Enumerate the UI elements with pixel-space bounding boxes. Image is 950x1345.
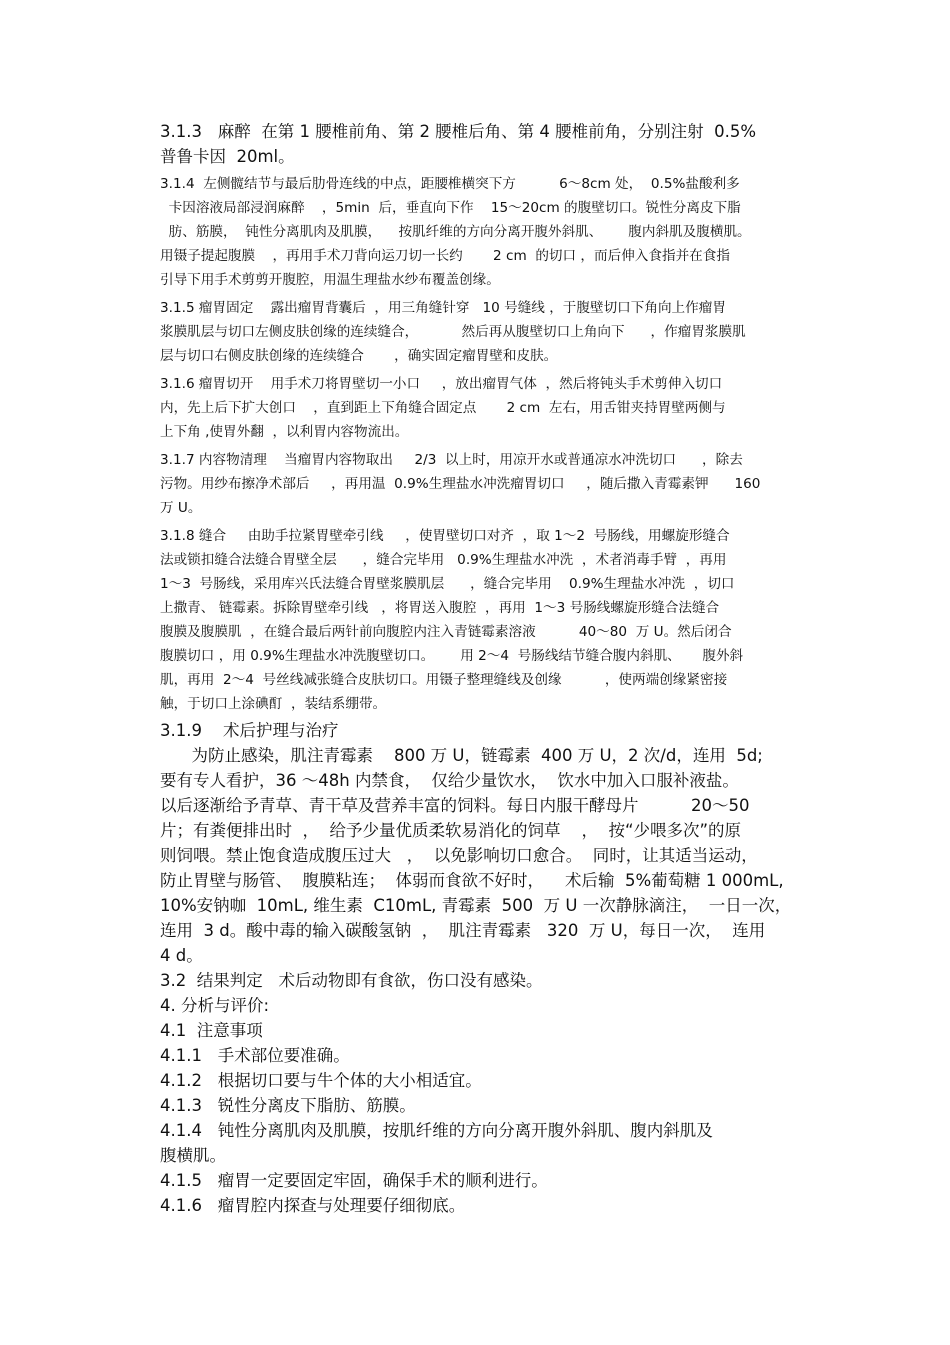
text-line: 10%安钠咖 10mL, 维生素 C10mL, 青霉素 500 万 U 一次静脉滴注， 一日一次， [160,896,792,915]
text-line: 4. 分析与评价: [160,996,270,1015]
text-line: 浆膜肌层与切口左侧皮肤创缘的连续缝合， 然后再从腹壁切口上角向下 ，作瘤胃浆膜肌 [160,324,746,340]
text-line: 要有专人看护，36 ～48h 内禁食， 仅给少量饮水， 饮水中加入口服补液盐。 [160,771,739,790]
text-line: 4 d。 [160,946,203,965]
text-line: 肌，再用 2～4 号丝线减张缝合皮肤切口。用镊子整理缝线及创缘 ，使两端创缘紧密接 [160,672,728,688]
text-line: 腹横肌。 [160,1146,226,1165]
text-line: 3.1.7 内容物清理 当瘤胃内容物取出 2/3 以上时，用凉开水或普通凉水冲洗切口 ，除去 [160,452,743,468]
text-line: 内，先上后下扩大创口 ，直到距上下角缝合固定点 2 cm 左右，用舌钳夹持胃壁两侧与 [160,400,726,416]
text-line: 4.1.1 手术部位要准确。 [160,1046,350,1065]
text-line: 上下角 ,使胃外翻 ，以利胃内容物流出。 [160,424,409,440]
text-line: 则饲喂。禁止饱食造成腹压过大 ， 以免影响切口愈合。 同时，让其适当运动， [160,846,758,865]
text-line: 3.1.3 麻醉 在第 1 腰椎前角、第 2 腰椎后角、第 4 腰椎前角，分别注射 0.5% [160,122,757,141]
text-line: 3.1.5 瘤胃固定 露出瘤胃背囊后 ，用三角缝针穿 10 号缝线 ，于腹壁切口下角向上作瘤胃 [160,300,726,316]
text-line: 1～3 号肠线，采用库兴氏法缝合胃壁浆膜肌层 ，缝合完毕用 0.9%生理盐水冲洗 ，切口 [160,576,735,592]
text-line: 防止胃壁与肠管、 腹膜粘连； 体弱而食欲不好时， 术后输 5%葡萄糖 1 000mL, [160,871,784,890]
text-line: 用镊子提起腹膜 ，再用手术刀背向运刀切一长约 2 cm 的切口 ，而后伸入食指并在食指 [160,248,730,264]
text-line: 3.1.6 瘤胃切开 用手术刀将胃壁切一小口 ，放出瘤胃气体 ，然后将钝头手术剪伸入切口 [160,376,723,392]
text-line: 肪、筋膜， 钝性分离肌肉及肌膜， 按肌纤维的方向分离开腹外斜肌、 腹内斜肌及腹横肌。 [160,224,751,240]
text-line: 4.1.6 瘤胃腔内探查与处理要仔细彻底。 [160,1196,466,1215]
text-line: 4.1 注意事项 [160,1021,263,1040]
text-line: 引导下用手术剪剪开腹腔，用温生理盐水纱布覆盖创缘。 [160,272,500,288]
text-line: 3.1.4 左侧髋结节与最后肋骨连线的中点，距腰椎横突下方 6～8cm 处， 0.5%盐酸利多 [160,176,740,192]
text-line: 腹膜及腹膜肌 ，在缝合最后两针前向腹腔内注入青链霉素溶液 40～80 万 U。然后闭合 [160,624,732,640]
text-line: 4.1.3 锐性分离皮下脂肪、筋膜。 [160,1096,416,1115]
text-line: 触，于切口上涂碘酊 ，装结系绷带。 [160,696,387,712]
text-line: 3.1.9 术后护理与治疗 [160,721,339,740]
text-line: 4.1.2 根据切口要与牛个体的大小相适宜。 [160,1071,482,1090]
text-line: 污物。用纱布擦净术部后 ，再用温 0.9%生理盐水冲洗瘤胃切口 ，随后撒入青霉素钾 160 [160,476,761,492]
text-line: 为防止感染，肌注青霉素 800 万 U，链霉素 400 万 U，2 次/d，连用 5d; [160,746,763,765]
text-line: 法或锁扣缝合法缝合胃壁全层 ，缝合完毕用 0.9%生理盐水冲洗 ，术者消毒手臂 ，再用 [160,552,727,568]
text-line: 普鲁卡因 20ml。 [160,147,295,166]
text-line: 腹膜切口 ，用 0.9%生理盐水冲洗腹壁切口。 用 2～4 号肠线结节缝合腹内斜肌、 腹外斜 [160,648,744,664]
text-line: 连用 3 d。酸中毒的输入碳酸氢钠 ， 肌注青霉素 320 万 U，每日一次， 连用 [160,921,766,940]
text-line: 万 U。 [160,500,202,516]
text-line: 4.1.4 钝性分离肌肉及肌膜，按肌纤维的方向分离开腹外斜肌、腹内斜肌及 [160,1121,713,1140]
text-line: 卡因溶液局部浸润麻醉 ，5min 后，垂直向下作 15～20cm 的腹壁切口。锐性分离皮下脂 [160,200,741,216]
text-line: 4.1.5 瘤胃一定要固定牢固，确保手术的顺利进行。 [160,1171,548,1190]
text-line: 3.2 结果判定 术后动物即有食欲，伤口没有感染。 [160,971,543,990]
text-line: 3.1.8 缝合 由助手拉紧胃壁牵引线 ，使胃壁切口对齐 ，取 1～2 号肠线，用螺旋形缝合 [160,528,730,544]
text-line: 片；有粪便排出时 ， 给予少量优质柔软易消化的饲草 ， 按“少喂多次”的原 [160,821,742,840]
text-line: 上撒青、 链霉素。拆除胃壁牵引线 ，将胃送入腹腔 ，再用 1～3 号肠线螺旋形缝合法缝合 [160,600,720,616]
text-line: 层与切口右侧皮肤创缘的连续缝合 ，确实固定瘤胃壁和皮肤。 [160,348,558,364]
text-line: 以后逐渐给予青草、青干草及营养丰富的饲料。每日内服干酵母片 20～50 [160,796,750,815]
